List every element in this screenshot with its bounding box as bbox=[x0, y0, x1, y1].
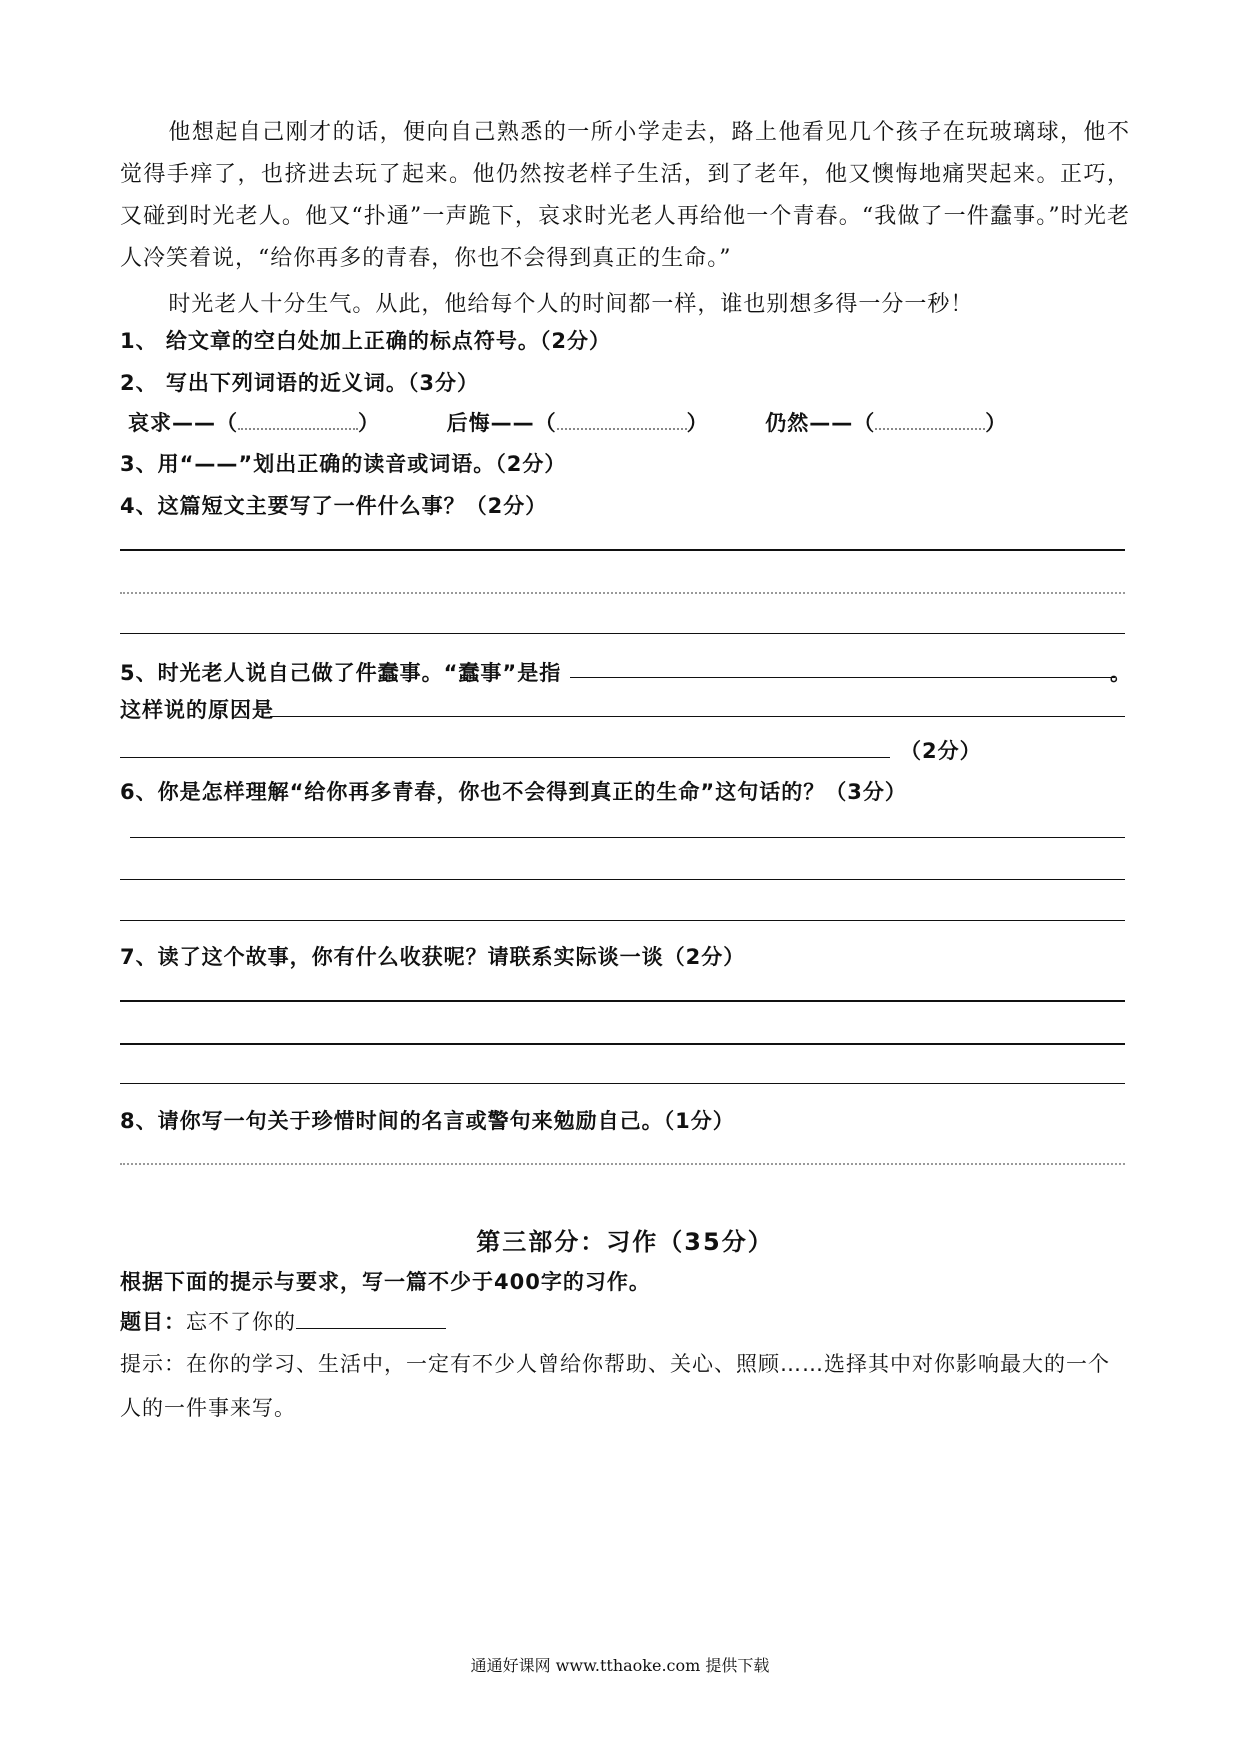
passage-paragraph-1: 他想起自己刚才的话，便向自己熟悉的一所小学走去，路上他看见几个孩子在玩玻璃球，他不觉得手痒了，也挤进去玩了起来。他仍然按老样子生活，到了老年，他又懊悔地痛哭起来。正巧，又碰到时光老人。他又“扑通”一声跪下，哀求时光老人再给他一个青春。“我做了一件蠢事。”时光老人冷笑着说，“给你再多的青春，你也不会得到真正的生命。” bbox=[120, 120, 1130, 271]
answer-line-q5-2[interactable] bbox=[270, 716, 1125, 717]
answer-line-q7-1[interactable] bbox=[120, 1000, 1125, 1002]
answer-line-q6-3[interactable] bbox=[120, 920, 1125, 921]
question-3: 3、用“——”划出正确的读音或词语。（2分） bbox=[120, 452, 567, 476]
reading-passage bbox=[120, 112, 1130, 326]
question-4: 4、这篇短文主要写了一件什么事？（2分） bbox=[120, 494, 548, 518]
synonym-item-2: 后悔——（ bbox=[446, 411, 557, 435]
composition-title-text: 忘不了你的 bbox=[186, 1310, 296, 1334]
answer-line-q7-3[interactable] bbox=[120, 1083, 1125, 1084]
answer-line-q8-1[interactable] bbox=[120, 1163, 1125, 1165]
composition-heading: 第三部分：习作（35分） bbox=[476, 1228, 774, 1256]
question-5-score: （2分） bbox=[900, 739, 982, 763]
answer-line-q6-2[interactable] bbox=[120, 879, 1125, 880]
composition-hint: 提示：在你的学习、生活中，一定有不少人曾给你帮助、关心、照顾……选择其中对你影响最大的一个人的一件事来写。 bbox=[120, 1352, 1110, 1420]
synonym-close-2: ） bbox=[686, 411, 709, 435]
composition-requirement: 根据下面的提示与要求，写一篇不少于400字的习作。 bbox=[120, 1270, 651, 1294]
synonym-blank-2[interactable] bbox=[557, 410, 687, 430]
answer-line-q4-3[interactable] bbox=[120, 633, 1125, 634]
answer-line-q4-1[interactable] bbox=[120, 549, 1125, 551]
answer-line-q5-1[interactable] bbox=[570, 677, 1115, 678]
question-5-part-b: 这样说的原因是 bbox=[120, 698, 274, 722]
synonym-close-3: ） bbox=[985, 411, 1008, 435]
passage-paragraph-2: 时光老人十分生气。从此，他给每个人的时间都一样，谁也别想多得一分一秒！ bbox=[168, 292, 974, 317]
answer-line-q7-2[interactable] bbox=[120, 1043, 1125, 1045]
question-8: 8、请你写一句关于珍惜时间的名言或警句来勉励自己。（1分） bbox=[120, 1109, 735, 1133]
question-2-items bbox=[128, 407, 1007, 437]
synonym-item-1: 哀求——（ bbox=[128, 411, 238, 435]
synonym-close-1: ） bbox=[358, 411, 380, 435]
question-5-part-a: 5、时光老人说自己做了件蠢事。“蠢事”是指 bbox=[120, 661, 562, 685]
answer-line-q4-2[interactable] bbox=[120, 592, 1125, 594]
composition-title bbox=[120, 1300, 1130, 1344]
question-1: 1、 给文章的空白处加上正确的标点符号。（2分） bbox=[120, 329, 612, 353]
footer-credit: 通通好课网 www.tthaoke.com 提供下载 bbox=[470, 1656, 770, 1675]
composition-title-blank[interactable] bbox=[296, 1310, 446, 1329]
question-7: 7、读了这个故事，你有什么收获呢？请联系实际谈一谈（2分） bbox=[120, 945, 746, 969]
synonym-blank-3[interactable] bbox=[875, 410, 985, 430]
synonym-blank-1[interactable] bbox=[238, 410, 358, 430]
question-5-end-mark: 。 bbox=[1110, 661, 1132, 685]
composition-title-label: 题目： bbox=[120, 1310, 186, 1334]
synonym-item-3: 仍然——（ bbox=[765, 411, 876, 435]
question-2: 2、 写出下列词语的近义词。（3分） bbox=[120, 371, 480, 395]
question-6: 6、你是怎样理解“给你再多青春，你也不会得到真正的生命”这句话的？（3分） bbox=[120, 780, 907, 804]
answer-line-q6-1[interactable] bbox=[130, 837, 1125, 838]
answer-line-q5-3[interactable] bbox=[120, 757, 890, 758]
